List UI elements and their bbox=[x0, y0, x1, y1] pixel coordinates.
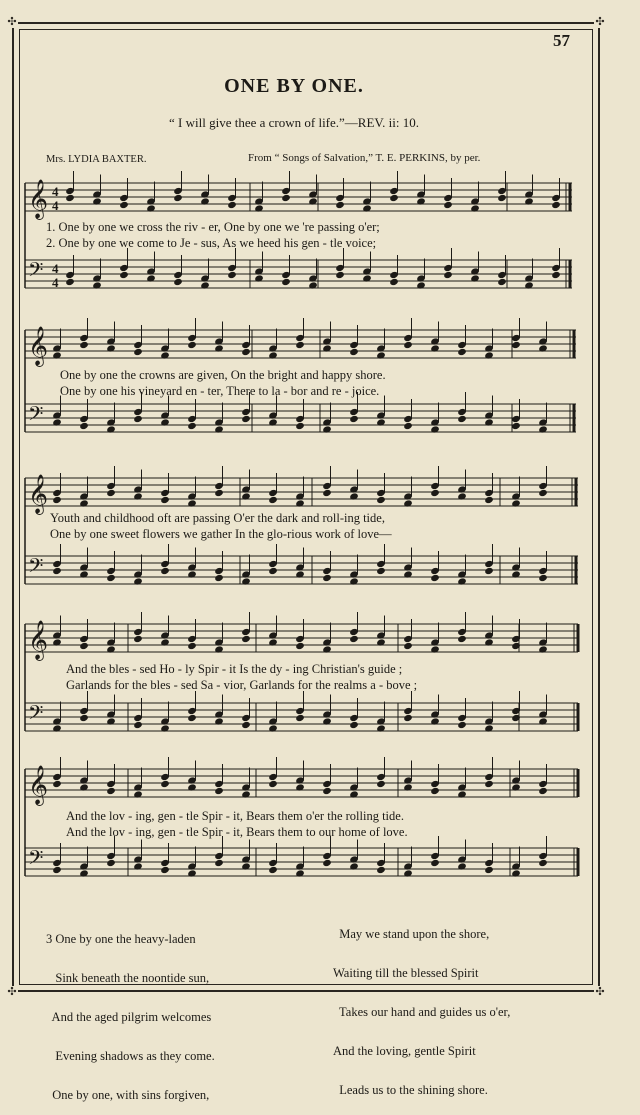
bass-clef-icon: 𝄢 bbox=[28, 701, 44, 729]
note-head bbox=[52, 496, 62, 504]
lyric-line: And the lov - ing, gen - tle Spir - it, Bears them to our home of love. bbox=[66, 825, 408, 839]
ornament-corner-icon: ✣ bbox=[595, 986, 605, 998]
note-head bbox=[241, 635, 251, 643]
note-head bbox=[551, 271, 561, 279]
note-head bbox=[443, 201, 453, 209]
note-head bbox=[538, 574, 548, 582]
note-head bbox=[457, 635, 467, 643]
note-head bbox=[511, 422, 521, 430]
note-head bbox=[484, 496, 494, 504]
lyric-line: And the bles - sed Ho - ly Spir - it Is the dy - ing Christian's guide ; bbox=[66, 662, 403, 676]
note-head bbox=[79, 422, 89, 430]
note-head bbox=[160, 567, 170, 575]
note-head bbox=[281, 194, 291, 202]
note-head bbox=[241, 348, 251, 356]
note-head bbox=[376, 780, 386, 788]
note-head bbox=[214, 489, 224, 497]
note-head bbox=[52, 866, 62, 874]
note-head bbox=[214, 859, 224, 867]
note-head bbox=[349, 721, 359, 729]
note-head bbox=[389, 194, 399, 202]
note-head bbox=[484, 866, 494, 874]
note-head bbox=[376, 567, 386, 575]
lyric-line: Youth and childhood oft are passing O'er the dark and roll-ing tide, bbox=[50, 511, 385, 525]
lyric-line: One by one sweet flowers we gather In the glo-rious work of love— bbox=[50, 527, 392, 541]
lyric-line: And the lov - ing, gen - tle Spir - it, Bears them o'er the rolling tide. bbox=[66, 809, 404, 823]
note-head bbox=[65, 194, 75, 202]
note-head bbox=[79, 642, 89, 650]
note-head bbox=[241, 721, 251, 729]
note-head bbox=[133, 635, 143, 643]
note-head bbox=[538, 787, 548, 795]
treble-clef-icon: 𝄞 bbox=[28, 326, 49, 366]
note-head bbox=[187, 714, 197, 722]
note-head bbox=[79, 714, 89, 722]
stanza-3-right bbox=[333, 902, 510, 1110]
stanza-line: Takes our hand and guides us o'er, bbox=[333, 1005, 511, 1019]
stanza-line: May we stand upon the shore, bbox=[333, 927, 490, 941]
note-head bbox=[281, 278, 291, 286]
stanza-line: Leads us to the shining shore. bbox=[333, 1083, 488, 1097]
note-head bbox=[52, 567, 62, 575]
stanza-line: 3 One by one the heavy-laden bbox=[46, 932, 196, 946]
note-head bbox=[349, 635, 359, 643]
note-head bbox=[187, 341, 197, 349]
note-head bbox=[430, 787, 440, 795]
note-head bbox=[457, 721, 467, 729]
note-head bbox=[106, 574, 116, 582]
note-head bbox=[322, 574, 332, 582]
lyric-line: Garlands for the bles - sed Sa - vior, Garlands for the realms a - bove ; bbox=[66, 678, 418, 692]
note-head bbox=[160, 866, 170, 874]
ornament-corner-icon: ✣ bbox=[595, 16, 605, 28]
note-head bbox=[376, 496, 386, 504]
ornament-corner-icon: ✣ bbox=[7, 986, 17, 998]
note-head bbox=[457, 415, 467, 423]
note-head bbox=[349, 348, 359, 356]
note-head bbox=[335, 201, 345, 209]
treble-clef-icon: 𝄞 bbox=[28, 474, 49, 514]
note-head bbox=[52, 780, 62, 788]
note-head bbox=[106, 787, 116, 795]
note-head bbox=[227, 201, 237, 209]
note-head bbox=[322, 787, 332, 795]
note-head bbox=[538, 859, 548, 867]
stanza-line: Waiting till the blessed Spirit bbox=[333, 966, 479, 980]
lyric-line: One by one his vineyard en - ter, There to la - bor and re - joice. bbox=[60, 384, 380, 398]
note-head bbox=[160, 780, 170, 788]
note-head bbox=[268, 496, 278, 504]
note-head bbox=[322, 859, 332, 867]
note-head bbox=[403, 714, 413, 722]
note-head bbox=[376, 866, 386, 874]
note-head bbox=[511, 341, 521, 349]
lyric-line: 2. One by one we come to Je - sus, As we heed his gen - tle voice; bbox=[46, 236, 377, 250]
ornament-corner-icon: ✣ bbox=[7, 16, 17, 28]
note-head bbox=[65, 278, 75, 286]
note-head bbox=[497, 278, 507, 286]
note-head bbox=[484, 780, 494, 788]
note-head bbox=[227, 271, 237, 279]
lyric-line: One by one the crowns are given, On the bright and happy shore. bbox=[60, 368, 386, 382]
stanza-line: Evening shadows as they come. bbox=[46, 1049, 215, 1063]
stanza-line: Sink beneath the noontide sun, bbox=[46, 971, 210, 985]
time-signature: 4 bbox=[52, 184, 59, 199]
time-signature: 4 bbox=[52, 275, 59, 290]
time-signature: 4 bbox=[52, 261, 59, 276]
note-head bbox=[295, 642, 305, 650]
note-head bbox=[187, 422, 197, 430]
note-head bbox=[484, 567, 494, 575]
note-head bbox=[268, 866, 278, 874]
treble-clef-icon: 𝄞 bbox=[28, 765, 49, 805]
note-head bbox=[79, 341, 89, 349]
note-head bbox=[106, 859, 116, 867]
note-head bbox=[187, 642, 197, 650]
note-head bbox=[295, 422, 305, 430]
bass-clef-icon: 𝄢 bbox=[28, 846, 44, 874]
note-head bbox=[241, 415, 251, 423]
hymn-title: ONE BY ONE. bbox=[224, 75, 364, 97]
epigraph: “ I will give thee a crown of life.”—REV. ii: 10. bbox=[169, 115, 419, 130]
note-head bbox=[214, 574, 224, 582]
note-head bbox=[173, 278, 183, 286]
note-head bbox=[349, 415, 359, 423]
note-head bbox=[133, 415, 143, 423]
note-head bbox=[497, 194, 507, 202]
note-head bbox=[538, 489, 548, 497]
note-head bbox=[295, 714, 305, 722]
note-head bbox=[119, 201, 129, 209]
note-head bbox=[443, 271, 453, 279]
page-number: 57 bbox=[553, 31, 570, 50]
note-head bbox=[119, 271, 129, 279]
note-head bbox=[214, 787, 224, 795]
note-head bbox=[268, 780, 278, 788]
author-credit: Mrs. LYDIA BAXTER. bbox=[46, 154, 147, 165]
note-head bbox=[430, 489, 440, 497]
bass-clef-icon: 𝄢 bbox=[28, 258, 44, 286]
bass-clef-icon: 𝄢 bbox=[28, 402, 44, 430]
stanza-line: And the aged pilgrim welcomes bbox=[46, 1010, 212, 1024]
note-head bbox=[322, 489, 332, 497]
note-head bbox=[160, 496, 170, 504]
note-head bbox=[133, 721, 143, 729]
stanza-3-left bbox=[46, 907, 215, 1115]
lyric-line: 1. One by one we cross the riv - er, One by one we 're passing o'er; bbox=[46, 220, 380, 234]
note-head bbox=[430, 859, 440, 867]
treble-clef-icon: 𝄞 bbox=[28, 620, 49, 660]
note-head bbox=[268, 567, 278, 575]
note-head bbox=[403, 642, 413, 650]
time-signature: 4 bbox=[52, 198, 59, 213]
stanza-line: And the loving, gentle Spirit bbox=[333, 1044, 476, 1058]
source-credit: From “ Songs of Salvation,” T. E. PERKINS, by per. bbox=[248, 152, 481, 164]
note-head bbox=[133, 348, 143, 356]
note-head bbox=[551, 201, 561, 209]
note-head bbox=[106, 489, 116, 497]
note-head bbox=[295, 341, 305, 349]
note-head bbox=[403, 341, 413, 349]
note-head bbox=[430, 574, 440, 582]
note-head bbox=[173, 194, 183, 202]
note-head bbox=[389, 278, 399, 286]
stanza-line: One by one, with sins forgiven, bbox=[46, 1088, 210, 1102]
note-head bbox=[457, 348, 467, 356]
note-head bbox=[403, 422, 413, 430]
treble-clef-icon: 𝄞 bbox=[28, 179, 49, 219]
note-head bbox=[335, 271, 345, 279]
bass-clef-icon: 𝄢 bbox=[28, 554, 44, 582]
